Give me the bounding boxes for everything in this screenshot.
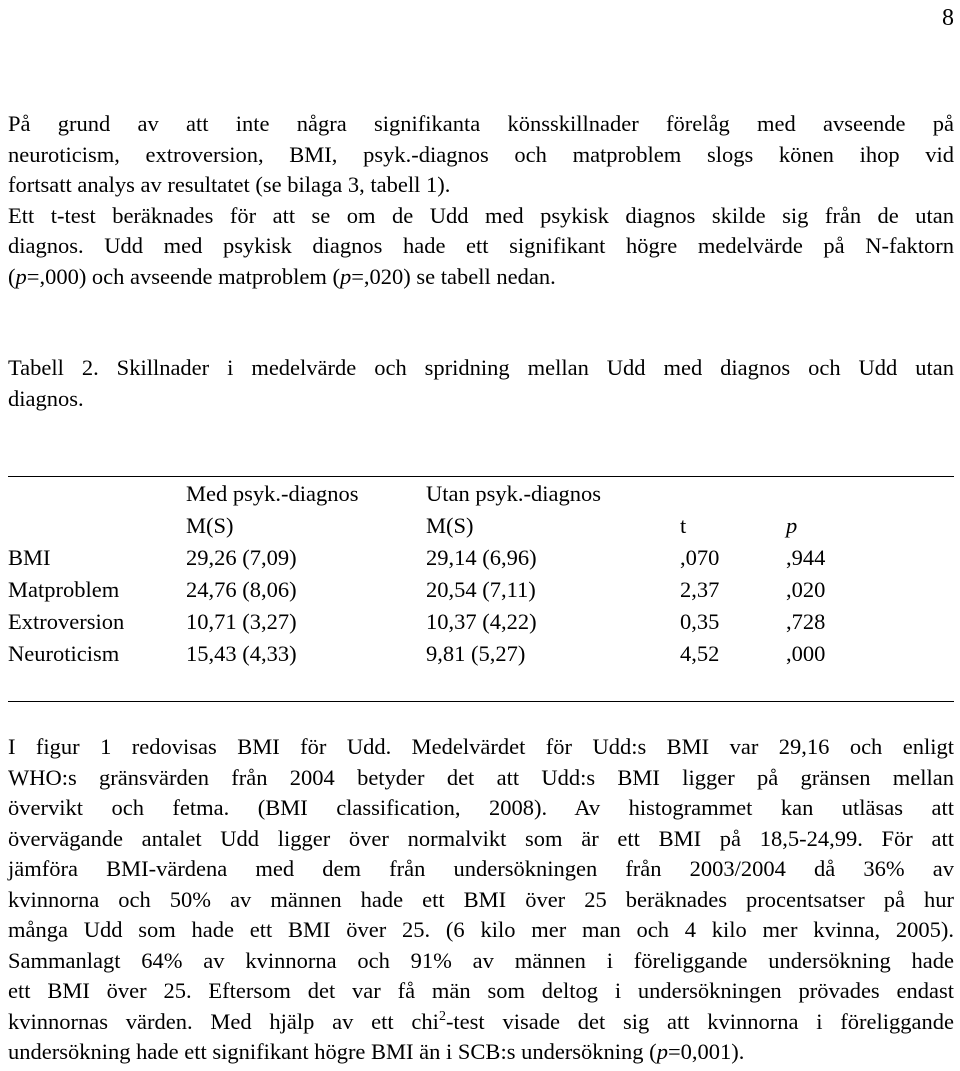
text-line [8,1037,954,1068]
table-header-row [8,478,954,510]
table-top-rule [8,476,954,477]
table-header-row [8,510,954,542]
table-cell: Neuroticism [8,641,120,666]
header-cell: p [786,513,798,538]
table-cell: 20,54 (7,11) [426,577,536,602]
superscript: 2 [438,1008,446,1024]
header-cell: Utan psyk.-diagnos [426,481,601,506]
table-cell: ,728 [786,609,826,634]
table-cell: 0,35 [680,609,720,634]
intro-paragraph [8,109,954,292]
text-line: (p=,000) och avseende matproblem (p=,020) se tabell nedan. [8,263,556,289]
text-line: diagnos. Udd med psykisk diagnos hade ett signifikant högre medelvärde på N-faktorn [8,233,954,258]
header-cell: t [680,513,687,538]
table-cell: 24,76 (8,06) [186,577,297,602]
header-cell: M(S) [426,513,474,538]
table-cell: 2,37 [680,577,720,602]
text-line: WHO:s gränsvärden från 2004 betyder det att Udd:s BMI ligger på gränsen mellan [8,764,954,790]
text-run: kvinnornas värden. Med hjälp av ett chi [8,1008,439,1034]
table-row [8,606,954,638]
text-line: diagnos. [8,385,84,411]
text-line [8,1007,954,1038]
table-cell: ,020 [786,577,826,602]
table-cell: BMI [8,545,51,570]
table-cell: ,000 [786,641,826,666]
text-run: undersökning hade ett signifikant högre BMI än i SCB:s undersökning ( [8,1039,657,1064]
text-line: fortsatt analys av resultatet (se bilaga 3, tabell 1). [8,172,451,197]
text-line: ett BMI över 25. Eftersom det var få män som deltog i undersökningen prövades endast [8,978,954,1003]
text-run: =,020) se tabell nedan. [351,263,556,289]
table-cell: 10,37 (4,22) [426,609,537,634]
text-line: Sammanlagt 64% av kvinnorna och 91% av männen i föreliggande undersökning hade [8,947,954,973]
p-symbol: p [656,1039,668,1064]
text-line: neuroticism, extroversion, BMI, psyk.-diagnos och matproblem slogs könen ihop vid [8,141,954,167]
text-line: Tabell 2. Skillnader i medelvärde och spridning mellan Udd med diagnos och Udd utan [8,355,954,380]
table-cell: ,070 [680,545,720,570]
p-symbol: p [15,263,27,289]
body-paragraph [8,732,954,1068]
text-line: övervikt och fetma. (BMI classification, 2008). Av histogrammet kan utläsas att [8,795,954,820]
table-cell: ,944 [786,545,826,570]
table-row [8,542,954,574]
text-line: Ett t-test beräknades för att se om de Udd med psykisk diagnos skilde sig från de utan [8,202,954,228]
text-run: =0,001). [667,1039,745,1064]
header-cell: M(S) [186,513,234,538]
text-run: -test visade det sig att kvinnorna i föreliggande [445,1008,954,1034]
text-line: många Udd som hade ett BMI över 25. (6 kilo mer man och 4 kilo mer kvinna, 2005). [8,917,954,942]
table-cell: 15,43 (4,33) [186,641,297,666]
table-bottom-rule [8,701,954,702]
header-cell: Med psyk.-diagnos [186,481,359,506]
table-row [8,574,954,606]
table-cell: Matproblem [8,577,120,602]
table-caption [8,353,954,414]
table-cell: 9,81 (5,27) [426,641,526,666]
table-cell: 29,26 (7,09) [186,545,297,570]
text-line: kvinnorna och 50% av männen hade ett BMI över 25 beräknades procentsatser på hur [8,886,954,912]
text-line: jämföra BMI-värdena med dem från undersökningen från 2003/2004 då 36% av [8,856,954,881]
text-line: På grund av att inte några signifikanta könsskillnader förelåg med avseende på [8,111,954,136]
table-row [8,638,954,670]
results-table [8,478,954,670]
text-line: övervägande antalet Udd ligger över normalvikt som är ett BMI på 18,5-24,99. För att [8,825,954,851]
text-run: =,000) och avseende matproblem ( [26,263,340,289]
page-number: 8 [942,5,954,31]
p-symbol: p [339,263,352,289]
table-cell: 4,52 [680,641,720,666]
table-cell: 10,71 (3,27) [186,609,297,634]
table-cell: 29,14 (6,96) [426,545,537,570]
text-line: I figur 1 redovisas BMI för Udd. Medelvärdet för Udd:s BMI var 29,16 och enligt [8,734,954,759]
table-cell: Extroversion [8,609,125,634]
